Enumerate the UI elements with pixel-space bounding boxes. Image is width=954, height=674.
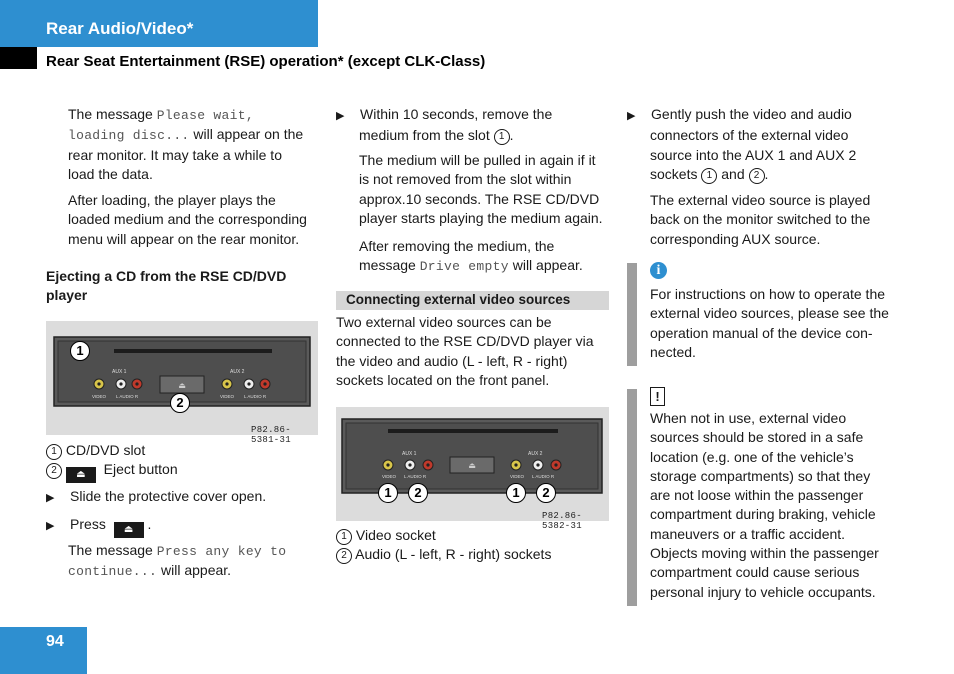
info-note-text: For instructions on how to operate the external video sources, please see the operation manual of the device con- nected. bbox=[650, 286, 889, 360]
svg-text:⏏: ⏏ bbox=[178, 381, 186, 390]
rse-player-illustration-1 bbox=[46, 321, 318, 435]
legend-item: 1 Video socket bbox=[336, 526, 616, 545]
cd-slot-graphic bbox=[114, 349, 272, 353]
col1-paragraph-loading: The message Please wait, loading disc... will appear on the rear monitor. It may take a while to load the data. bbox=[68, 106, 304, 182]
legend-item: 1 CD/DVD slot bbox=[46, 441, 316, 460]
figure-code: P82.86-5382-31 bbox=[542, 511, 582, 531]
svg-text:VIDEO: VIDEO bbox=[510, 474, 525, 479]
step-remove-medium: ▶ Within 10 seconds, remove the medium from the slot 1 . bbox=[336, 106, 553, 144]
page-number: 94 bbox=[46, 633, 64, 650]
aux1-sockets bbox=[94, 379, 142, 389]
bullet-arrow-icon: ▶ bbox=[336, 110, 345, 122]
eject-heading: Ejecting a CD from the RSE CD/DVD player bbox=[46, 268, 287, 304]
aux1-label: AUX 1 bbox=[112, 369, 127, 375]
figure1-legend bbox=[46, 441, 316, 483]
bullet-arrow-icon: ▶ bbox=[627, 110, 636, 122]
figure-code: P82.86-5381-31 bbox=[251, 425, 291, 445]
legend-item: 2 Audio (L - left, R - right) sockets bbox=[336, 545, 616, 564]
warning-note-bar bbox=[627, 389, 637, 606]
aux2-label: AUX 2 bbox=[230, 369, 245, 375]
legend-item: 2 ⏏ Eject button bbox=[46, 460, 316, 483]
aux1-sockets bbox=[383, 460, 433, 470]
svg-text:L AUDIO R: L AUDIO R bbox=[532, 474, 555, 479]
svg-text:AUX 1: AUX 1 bbox=[402, 451, 417, 457]
page-subtitle: Rear Seat Entertainment (RSE) operation* (except CLK-Class) bbox=[46, 53, 486, 70]
col3-paragraph-played-back: The external video source is played back on the monitor switched to the corresponding AUX source. bbox=[650, 192, 871, 247]
step-slide-cover: ▶ Slide the protective cover open. bbox=[46, 488, 267, 504]
rse-player-illustration-2 bbox=[336, 407, 609, 521]
info-note-bar bbox=[627, 263, 637, 366]
eject-icon: ⏏ bbox=[114, 522, 144, 538]
figure2-legend bbox=[336, 526, 616, 565]
eject-icon: ⏏ bbox=[66, 467, 96, 483]
section-heading-bar bbox=[336, 291, 609, 310]
svg-text:L AUDIO R: L AUDIO R bbox=[404, 474, 427, 479]
callout-2: 2 bbox=[536, 483, 556, 503]
svg-text:⏏: ⏏ bbox=[468, 461, 476, 470]
header-tab-marker bbox=[0, 47, 37, 69]
bullet-arrow-icon: ▶ bbox=[46, 520, 55, 532]
svg-text:VIDEO: VIDEO bbox=[92, 394, 107, 399]
svg-text:AUX 2: AUX 2 bbox=[528, 451, 543, 457]
col1-paragraph-press-key: The message Press any key to continue... will appear. bbox=[68, 542, 287, 580]
aux2-sockets bbox=[511, 460, 561, 470]
callout-2: 2 bbox=[170, 393, 190, 413]
info-icon: i bbox=[650, 262, 667, 279]
svg-text:L AUDIO R: L AUDIO R bbox=[116, 394, 139, 399]
callout-1: 1 bbox=[70, 341, 90, 361]
callout-1: 1 bbox=[378, 483, 398, 503]
figure-rse-player-1 bbox=[46, 321, 318, 445]
warning-note-text: When not in use, external video sources should be stored in a safe location (e.g. one of the vehicle’s storage compartments) so that they are not loose within the passenger compartment during braking, vehicle maneuvers or a traffic accident. Objects moving within the passenger compartment could cause serious personal injury to vehicle occupants. bbox=[650, 410, 879, 600]
step-press-eject: ▶ Press ⏏ . bbox=[46, 515, 326, 538]
section-title: Rear Audio/Video* bbox=[46, 19, 194, 38]
warning-icon: ! bbox=[650, 387, 665, 406]
callout-1: 1 bbox=[506, 483, 526, 503]
svg-text:VIDEO: VIDEO bbox=[382, 474, 397, 479]
step-push-connectors: ▶ Gently push the video and audio connectors of the external video source into the AUX 1 and AUX 2 sockets 1 and 2 . bbox=[627, 106, 857, 182]
col2-paragraph-pulled-in: The medium will be pulled in again if it is not removed from the slot within approx.10 seconds. The RSE CD/DVD player starts playing the medium again. bbox=[359, 152, 603, 226]
aux2-sockets bbox=[222, 379, 270, 389]
callout-2: 2 bbox=[408, 483, 428, 503]
section-heading: Connecting external video sources bbox=[346, 292, 571, 307]
col2-paragraph-drive-empty: After removing the medium, the message Drive empty will appear. bbox=[359, 238, 583, 275]
col1-paragraph-after-loading: After loading, the player plays the loaded medium and the corresponding menu will appear on the rear monitor. bbox=[68, 192, 307, 247]
page-number-tab bbox=[0, 627, 87, 674]
svg-text:VIDEO: VIDEO bbox=[220, 394, 235, 399]
bullet-arrow-icon: ▶ bbox=[46, 492, 55, 504]
figure-rse-player-2 bbox=[336, 407, 609, 531]
svg-text:L AUDIO R: L AUDIO R bbox=[244, 394, 267, 399]
col2-paragraph-two-sources: Two external video sources can be connected to the RSE CD/DVD player via the video and audio (L - left, R - right) sockets located on the front panel. bbox=[336, 314, 594, 388]
